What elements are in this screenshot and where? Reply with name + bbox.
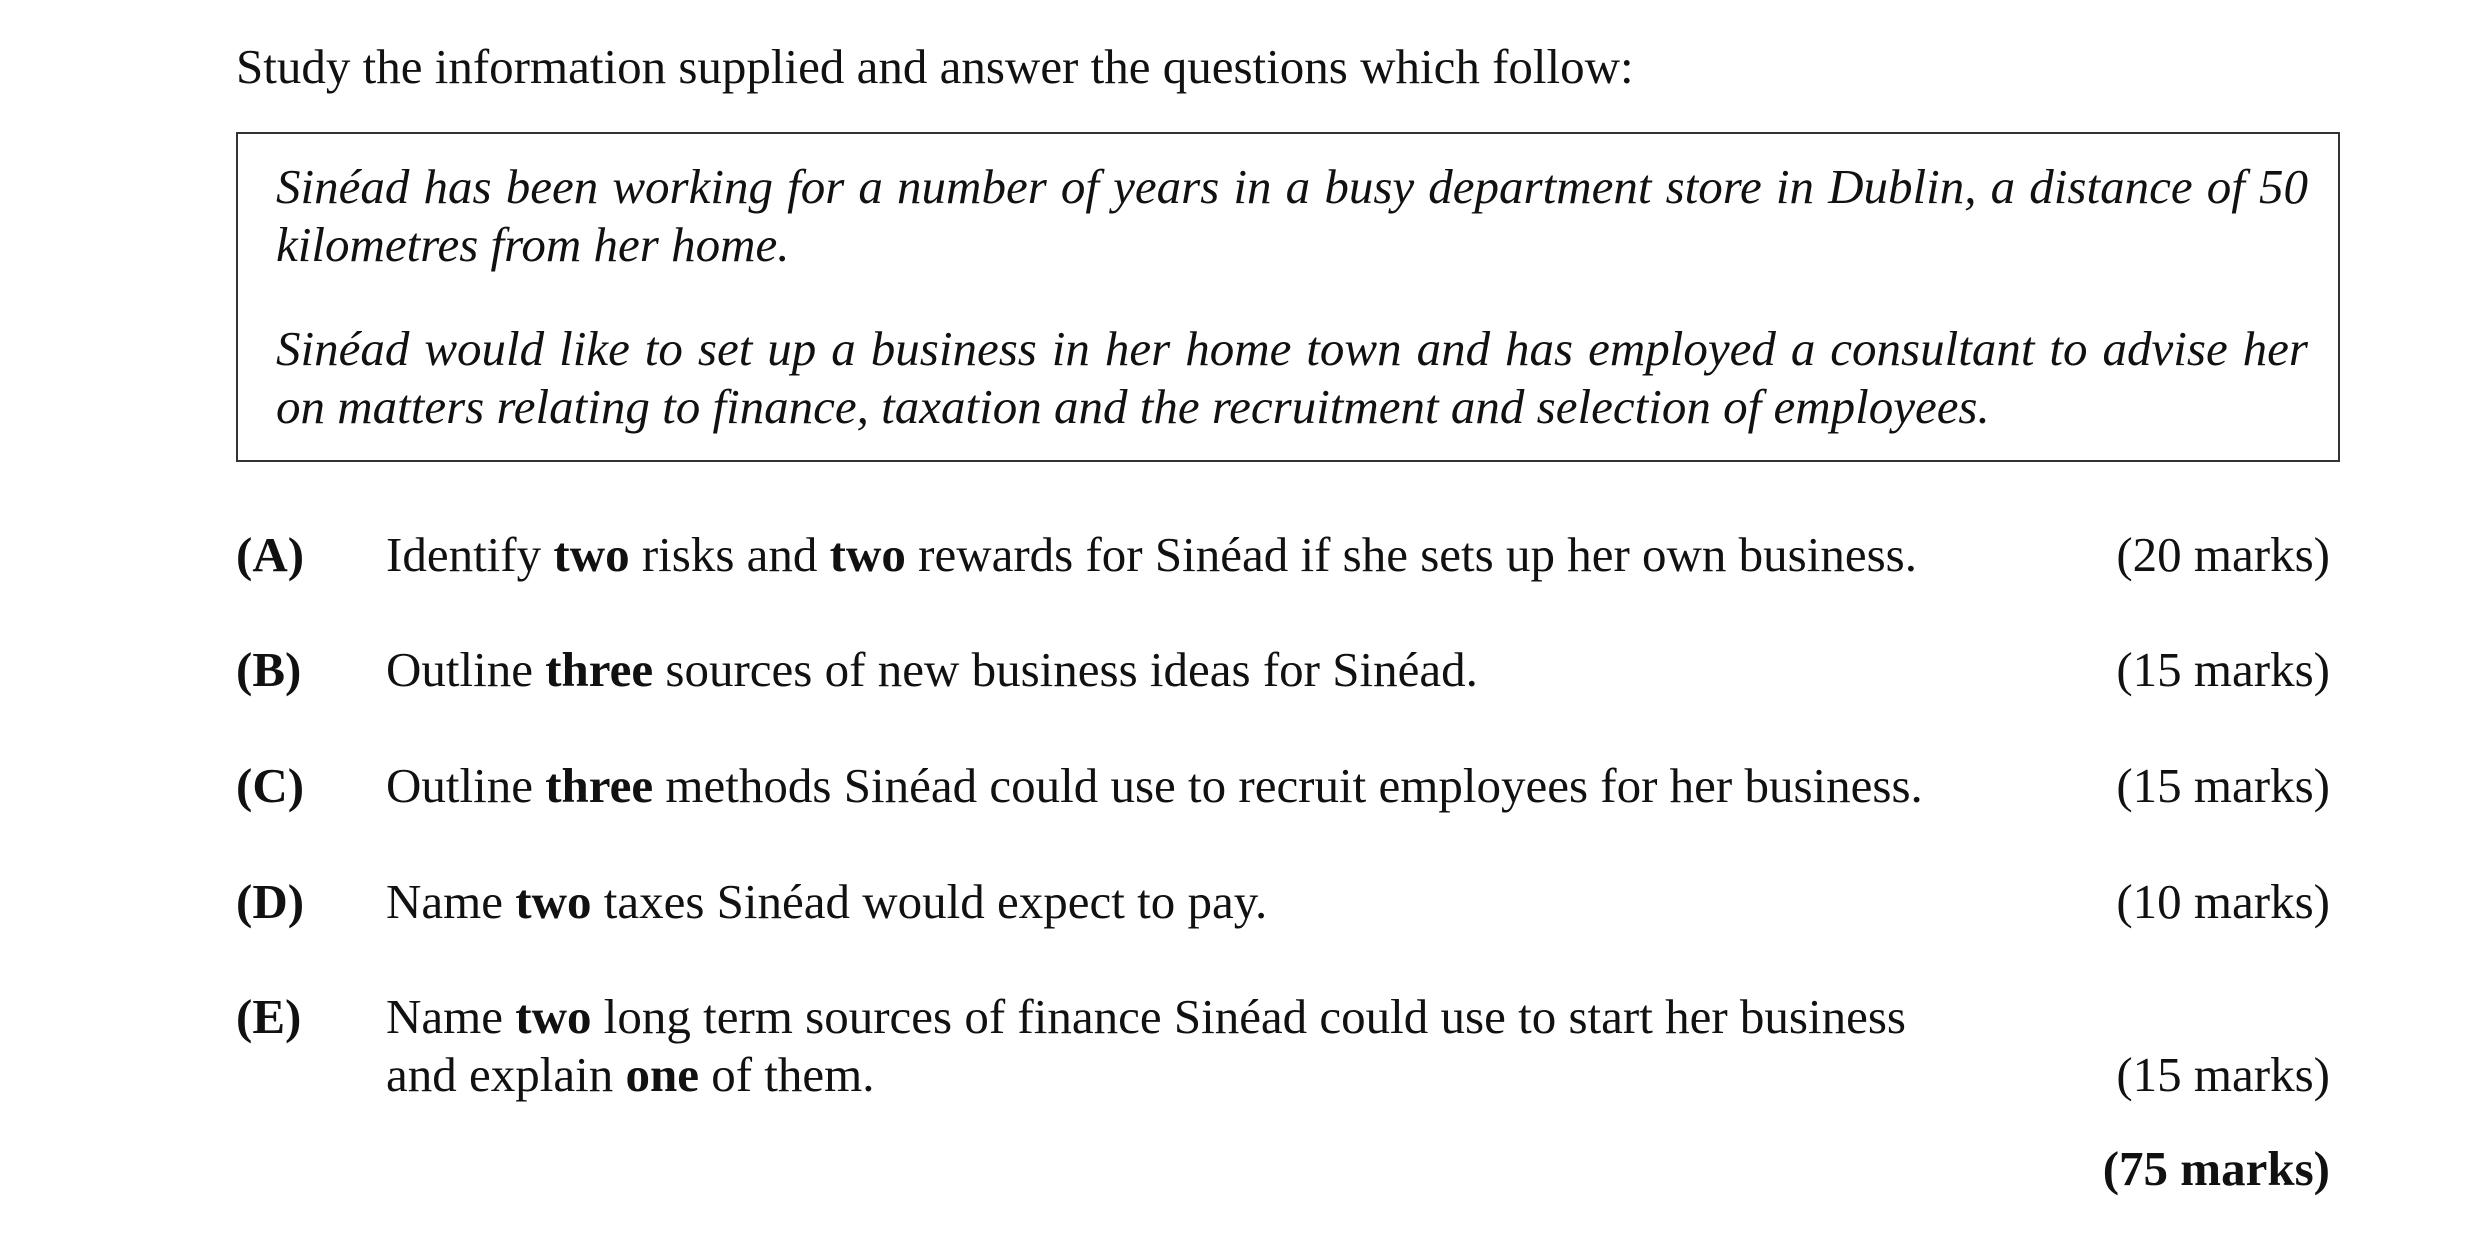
question-b-text-part: Outline (386, 642, 546, 697)
question-c-text-part: methods Sinéad could use to recruit employees for her business. (653, 758, 1923, 813)
instruction-text: Study the information supplied and answer the questions which follow: (236, 39, 1634, 94)
question-e-text-line-1 (386, 988, 1906, 1046)
total-marks: (75 marks) (2102, 1141, 2330, 1196)
question-a-text-part: Identify (386, 527, 554, 582)
question-b-text-part: sources of new business ideas for Sinéad. (653, 642, 1478, 697)
question-e-letter: (E) (236, 989, 302, 1044)
question-c-emphasis: three (545, 758, 654, 813)
question-d-text (386, 873, 1267, 931)
question-d-text-part: Name (386, 874, 516, 929)
question-c-letter: (C) (236, 758, 305, 813)
question-c-text (386, 757, 1923, 815)
question-e-text-part: and explain (386, 1047, 626, 1102)
scenario-box (236, 132, 2340, 462)
question-a-text-part: risks and (629, 527, 830, 582)
question-a-emphasis: two (829, 527, 906, 582)
question-c-marks: (15 marks) (2116, 758, 2330, 813)
question-a-emphasis: two (553, 527, 630, 582)
question-b-letter: (B) (236, 642, 302, 697)
question-c-text-part: Outline (386, 758, 546, 813)
question-d-letter: (D) (236, 874, 305, 929)
question-e-text-part: long term sources of finance Sinéad could use to start her business (591, 989, 1906, 1044)
scenario-paragraph-2: Sinéad would like to set up a business in her home town and has employed a consultant to advise her on matters relating to finance, taxation and the recruitment and selection of employees. (276, 321, 2308, 434)
question-a-text (386, 526, 1917, 584)
question-a-text-part: rewards for Sinéad if she sets up her own business. (905, 527, 1917, 582)
scenario-paragraph-1: Sinéad has been working for a number of years in a busy department store in Dublin, a distance of 50 kilometres from her home. (276, 159, 2308, 272)
question-d-marks: (10 marks) (2116, 874, 2330, 929)
question-d-emphasis: two (515, 874, 592, 929)
question-e-text-line-2 (386, 1046, 875, 1104)
question-e-text-part: Name (386, 989, 516, 1044)
question-e-marks: (15 marks) (2116, 1047, 2330, 1102)
question-a-marks: (20 marks) (2116, 527, 2330, 582)
question-b-emphasis: three (545, 642, 654, 697)
question-e-emphasis: two (515, 989, 592, 1044)
question-e-text-part: of them. (698, 1047, 875, 1102)
question-a-letter: (A) (236, 527, 305, 582)
question-e-emphasis: one (625, 1047, 699, 1102)
question-b-text (386, 641, 1478, 699)
question-b-marks: (15 marks) (2116, 642, 2330, 697)
question-d-text-part: taxes Sinéad would expect to pay. (591, 874, 1268, 929)
